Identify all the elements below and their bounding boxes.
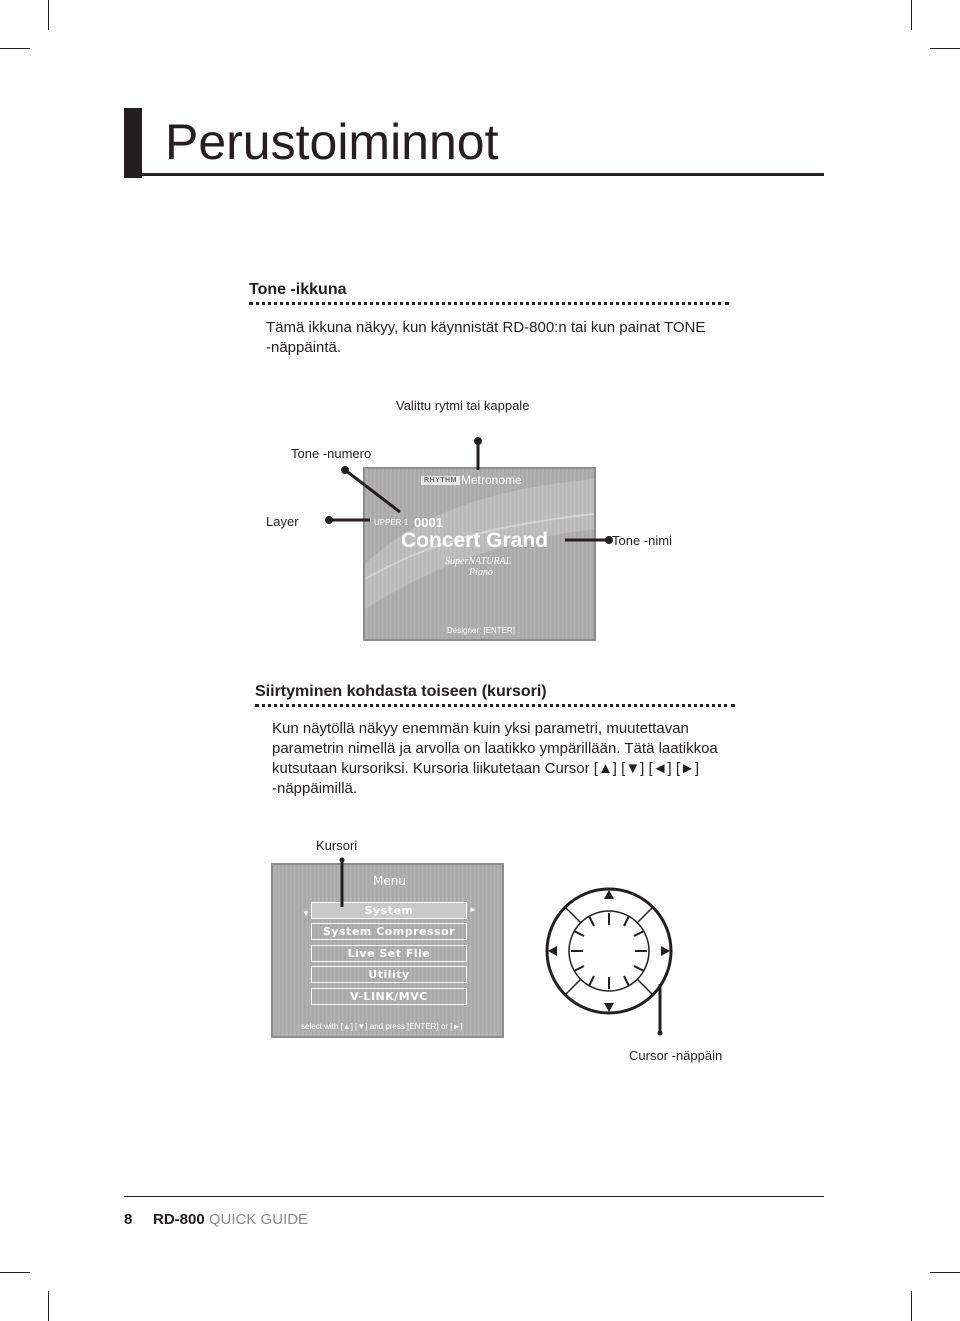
- designer-hint: Designer: [ENTER]: [447, 626, 516, 635]
- layer-value: UPPER 1: [374, 518, 409, 527]
- menu-item-v-link-mvc[interactable]: V-LINK/MVC: [311, 988, 467, 1005]
- tone-window-description-line1: Tämä ikkuna näkyy, kun käynnistät RD-800:n tai kun painat TONE: [266, 319, 706, 336]
- crop-mark: [48, 1291, 49, 1321]
- cursor-text-line1: Kun näytöllä näkyy enemmän kuin yksi parametri, muutettavan: [272, 720, 689, 737]
- crop-mark: [0, 1272, 30, 1273]
- callout-layer: Layer: [266, 514, 299, 529]
- menu-scroll-right-icon: ►: [469, 905, 477, 914]
- menu-item-live-set-file[interactable]: Live Set File: [311, 945, 467, 962]
- tone-name-value: Concert Grand: [401, 529, 549, 552]
- cursor-key-pointer: [650, 978, 670, 1038]
- cursor-label: Kursori: [316, 838, 358, 853]
- callout-rhythm: Valittu rytmi tai kappale: [396, 398, 530, 413]
- menu-hint: select with [▲] [▼] and press [ENTER] or [►]: [301, 1022, 463, 1031]
- menu-item-system[interactable]: System: [311, 902, 467, 919]
- footer-model: RD-800: [153, 1211, 205, 1228]
- footer-rule: [124, 1196, 824, 1197]
- crop-mark: [930, 1272, 960, 1273]
- cursor-pointer: [330, 855, 360, 915]
- callout-tone-number: Tone -numero: [291, 446, 372, 461]
- menu-scroll-down-icon: ▼: [302, 909, 310, 918]
- logo-line1: SuperNATURAL: [445, 556, 512, 567]
- cursor-text-line3: kutsutaan kursoriksi. Kursoria liikutetaan Cursor [▲] [▼] [◄] [►]: [272, 760, 700, 777]
- page-title: Perustoiminnot: [165, 114, 499, 170]
- logo-line2: Piano: [469, 567, 493, 578]
- page-number: 8: [124, 1211, 133, 1228]
- tone-number-value: 0001: [414, 515, 443, 530]
- rhythm-value: Metronome: [461, 473, 522, 487]
- menu-title: Menu: [373, 874, 406, 888]
- dotted-rule: [255, 704, 735, 707]
- rhythm-badge: RHYTHM: [421, 476, 460, 485]
- menu-screen: [271, 863, 504, 1038]
- menu-item-system-compressor[interactable]: System Compressor: [311, 923, 467, 940]
- tone-window-description-line2: -näppäintä.: [266, 339, 342, 356]
- callout-tone-name: Tone -nimi: [612, 533, 672, 548]
- cursor-key-label: Cursor -näppäin: [629, 1048, 723, 1063]
- footer-guide: QUICK GUIDE: [208, 1211, 309, 1228]
- cursor-section-heading: Siirtyminen kohdasta toiseen (kursori): [255, 683, 547, 700]
- tone-window-heading: Tone -ikkuna: [249, 281, 347, 298]
- footer-title: [153, 1211, 308, 1228]
- pointer-tone-number: [345, 470, 400, 512]
- cursor-text-line2: parametrin nimellä ja arvolla on laatikko ympärillään. Tätä laatikkoa: [272, 740, 718, 757]
- cursor-text-line4: -näppäimillä.: [272, 780, 358, 797]
- menu-item-utility[interactable]: Utility: [311, 966, 467, 983]
- crop-mark: [911, 1291, 912, 1321]
